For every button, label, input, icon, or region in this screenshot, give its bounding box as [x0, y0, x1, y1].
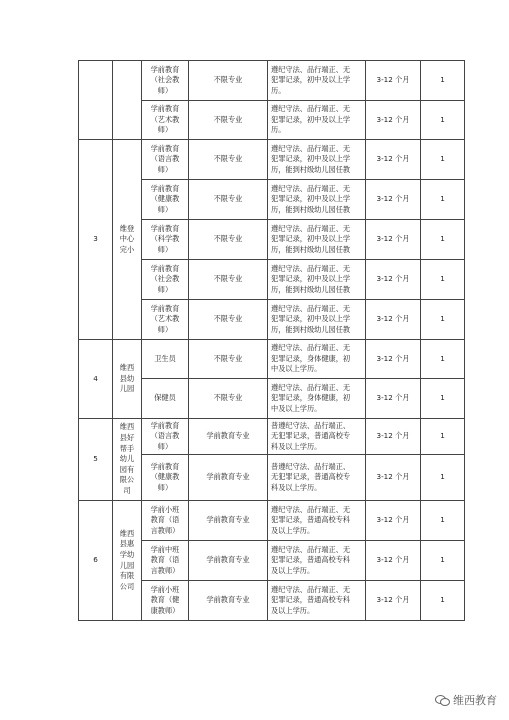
major-requirement: 不限专业	[189, 340, 268, 379]
headcount: 1	[421, 419, 465, 455]
row-number	[79, 61, 113, 140]
employer-name	[113, 61, 142, 140]
contract-duration: 3-12 个月	[366, 220, 421, 260]
position-name: 学前教育 （艺术教 师）	[142, 101, 189, 140]
contract-duration: 3-12 个月	[366, 340, 421, 379]
qualification-requirement: 普遵纪守法、品行端正、 无犯罪记录，普通高校专 科及以上学历。	[268, 419, 366, 455]
major-requirement: 学前教育专业	[189, 455, 268, 501]
headcount: 1	[421, 541, 465, 581]
contract-duration: 3-12 个月	[366, 260, 421, 300]
row-number: 6	[79, 501, 113, 621]
contract-duration: 3-12 个月	[366, 61, 421, 101]
major-requirement: 学前教育专业	[189, 581, 268, 621]
contract-duration: 3-12 个月	[366, 300, 421, 340]
employer-name: 维西 县好 帮手 幼儿 园有 限公 司	[113, 419, 142, 501]
qualification-requirement: 普遵纪守法、品行端正、 无犯罪记录，普通高校专 科及以上学历。	[268, 455, 366, 501]
major-requirement: 学前教育专业	[189, 541, 268, 581]
major-requirement: 不限专业	[189, 220, 268, 260]
headcount: 1	[421, 101, 465, 140]
position-name: 学前教育 （科学教 师）	[142, 220, 189, 260]
contract-duration: 3-12 个月	[366, 101, 421, 140]
table-row	[79, 340, 465, 379]
contract-duration: 3-12 个月	[366, 581, 421, 621]
headcount: 1	[421, 260, 465, 300]
headcount: 1	[421, 300, 465, 340]
major-requirement: 学前教育专业	[189, 419, 268, 455]
wechat-account-watermark	[435, 692, 497, 708]
table-row	[79, 419, 465, 455]
position-name: 保健员	[142, 379, 189, 419]
position-name: 学前中班 教育（语 言教师）	[142, 541, 189, 581]
qualification-requirement: 遵纪守法、品行端正、无 犯罪记录，初中及以上学 历，能到村级幼儿园任教	[268, 300, 366, 340]
position-name: 学前教育 （社会教 师）	[142, 260, 189, 300]
employer-name: 维西 县惠 学幼 儿园 有限 公司	[113, 501, 142, 621]
qualification-requirement: 遵纪守法、品行端正、无 犯罪记录，初中及以上学 历，能到村级幼儿园任教	[268, 140, 366, 180]
qualification-requirement: 遵纪守法、品行端正、无 犯罪记录，初中及以上学 历，能到村级幼儿园任教	[268, 260, 366, 300]
headcount: 1	[421, 61, 465, 101]
headcount: 1	[421, 455, 465, 501]
position-name: 学前教育 （语言教 师）	[142, 140, 189, 180]
recruitment-table	[78, 60, 465, 621]
contract-duration: 3-12 个月	[366, 379, 421, 419]
table-row	[79, 140, 465, 180]
qualification-requirement: 遵纪守法、品行端正、无 犯罪记录，初中及以上学 历，能到村级幼儿园任教	[268, 180, 366, 220]
major-requirement: 不限专业	[189, 379, 268, 419]
position-name: 学前教育 （语言教 师）	[142, 419, 189, 455]
position-name: 卫生员	[142, 340, 189, 379]
headcount: 1	[421, 379, 465, 419]
position-name: 学前教育 （社会教 师）	[142, 61, 189, 101]
row-number: 4	[79, 340, 113, 419]
major-requirement: 不限专业	[189, 300, 268, 340]
position-name: 学前小班 教育（健 康教师）	[142, 581, 189, 621]
headcount: 1	[421, 501, 465, 541]
major-requirement: 不限专业	[189, 260, 268, 300]
employer-name: 维西 县幼 儿园	[113, 340, 142, 419]
wechat-icon	[435, 694, 449, 706]
row-number: 3	[79, 140, 113, 340]
qualification-requirement: 遵纪守法、品行端正、无 犯罪记录，普通高校专科 及以上学历。	[268, 501, 366, 541]
position-name: 学前教育 （健康教 师）	[142, 455, 189, 501]
position-name: 学前教育 （健康教 师）	[142, 180, 189, 220]
table-row	[79, 501, 465, 541]
major-requirement: 不限专业	[189, 61, 268, 101]
qualification-requirement: 遵纪守法、品行端正、无 犯罪记录，初中及以上学 历。	[268, 61, 366, 101]
table-row	[79, 61, 465, 101]
headcount: 1	[421, 180, 465, 220]
headcount: 1	[421, 220, 465, 260]
qualification-requirement: 遵纪守法、品行端正、无 犯罪记录，初中及以上学 历，能到村级幼儿园任教	[268, 220, 366, 260]
employer-name: 维登 中心 完小	[113, 140, 142, 340]
contract-duration: 3-12 个月	[366, 541, 421, 581]
major-requirement: 学前教育专业	[189, 501, 268, 541]
qualification-requirement: 遵纪守法、品行端正、无 犯罪记录，普通高校专科 及以上学历。	[268, 581, 366, 621]
contract-duration: 3-12 个月	[366, 180, 421, 220]
major-requirement: 不限专业	[189, 101, 268, 140]
qualification-requirement: 遵纪守法、品行端正、无 犯罪记录，初中及以上学 历。	[268, 101, 366, 140]
qualification-requirement: 遵纪守法、品行端正、无 犯罪记录，身体健康，初 中及以上学历。	[268, 379, 366, 419]
major-requirement: 不限专业	[189, 140, 268, 180]
contract-duration: 3-12 个月	[366, 455, 421, 501]
position-name: 学前教育 （艺术教 师）	[142, 300, 189, 340]
position-name: 学前小班 教育（语 言教师）	[142, 501, 189, 541]
contract-duration: 3-12 个月	[366, 140, 421, 180]
watermark-text: 维西教育	[453, 694, 497, 707]
headcount: 1	[421, 340, 465, 379]
major-requirement: 不限专业	[189, 180, 268, 220]
headcount: 1	[421, 581, 465, 621]
qualification-requirement: 遵纪守法、品行端正、无 犯罪记录，普通高校专科 及以上学历。	[268, 541, 366, 581]
contract-duration: 3-12 个月	[366, 419, 421, 455]
contract-duration: 3-12 个月	[366, 501, 421, 541]
headcount: 1	[421, 140, 465, 180]
row-number: 5	[79, 419, 113, 501]
qualification-requirement: 遵纪守法、品行端正、无 犯罪记录，身体健康，初 中及以上学历。	[268, 340, 366, 379]
